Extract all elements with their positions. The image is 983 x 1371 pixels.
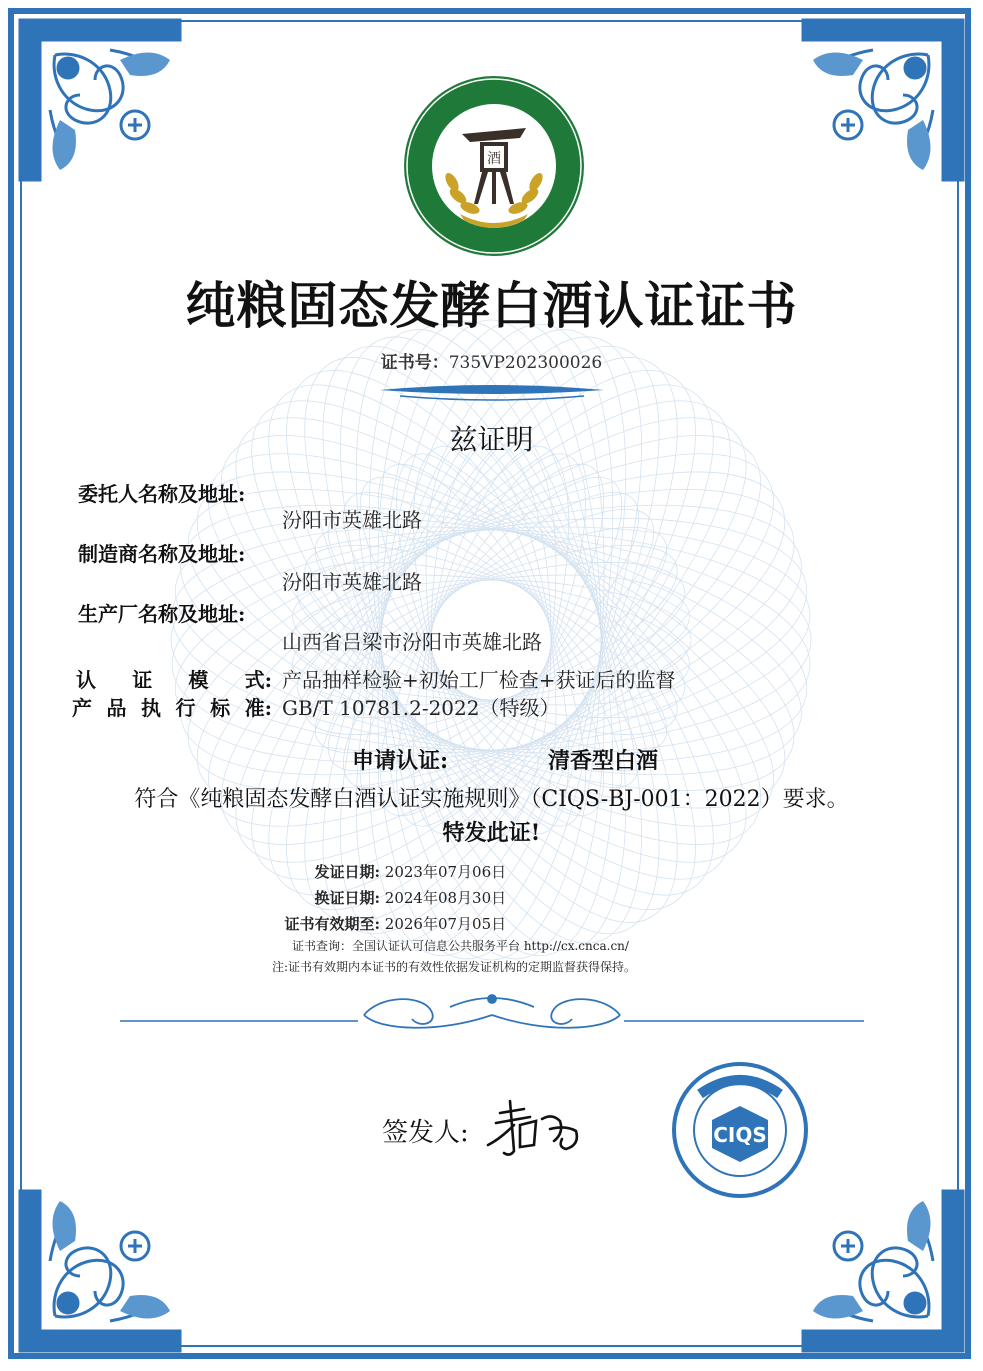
special-issuance-text: 特发此证! <box>442 820 541 846</box>
certificate-number-label: 证书号： <box>380 353 449 373</box>
client-value: 汾阳市英雄北路 <box>282 508 422 532</box>
label-char: 标 <box>210 696 231 720</box>
certification-seal-icon <box>400 72 588 260</box>
product-standard-label <box>72 692 272 721</box>
renew-date-label: 换证日期: <box>314 889 380 907</box>
factory-value: 山西省吕梁市汾阳市英雄北路 <box>282 630 542 654</box>
application-label: 申请认证: <box>352 748 449 774</box>
certification-mode-label <box>76 664 272 693</box>
factory-label: 生产厂名称及地址: <box>78 602 246 626</box>
valid-until-label: 证书有效期至: <box>284 915 380 933</box>
label-char: 准: <box>244 696 272 720</box>
label-char: 模 <box>188 668 209 692</box>
query-note: 证书查询：全国认证认可信息公共服务平台 http://cx.cnca.cn/ <box>292 939 629 953</box>
valid-until-value: 2026年07月05日 <box>384 915 507 933</box>
certificate-number <box>0 348 983 373</box>
corner-ornament-icon <box>793 10 973 190</box>
label-char: 证 <box>132 668 153 692</box>
hereby-certify-heading: 兹证明 <box>449 423 534 456</box>
label-char: 行 <box>175 696 196 720</box>
client-label: 委托人名称及地址: <box>78 482 246 506</box>
issue-date-value: 2023年07月06日 <box>384 863 507 881</box>
valid-until-row <box>268 913 506 934</box>
corner-ornament-icon <box>10 10 190 190</box>
ornamental-divider-icon <box>120 985 864 1045</box>
validity-remark: 注:证书有效期内本证书的有效性依据发证机构的定期监督获得保持。 <box>272 960 637 974</box>
decorative-divider-icon <box>370 378 614 402</box>
ciqs-seal-icon <box>670 1060 810 1200</box>
label-char: 品 <box>106 696 127 720</box>
corner-ornament-icon <box>793 1181 973 1361</box>
manufacturer-value: 汾阳市英雄北路 <box>282 570 422 594</box>
certification-mode-value: 产品抽样检验+初始工厂检查+获证后的监督 <box>282 668 676 692</box>
label-char: 产 <box>72 696 92 720</box>
application-value: 清香型白酒 <box>548 748 659 774</box>
signer-label: 签发人: <box>382 1118 469 1148</box>
application-row <box>0 744 983 776</box>
label-char: 执 <box>141 696 162 720</box>
issue-date-label: 发证日期: <box>314 863 380 881</box>
conformity-statement: 符合《纯粮固态发酵白酒认证实施规则》（CIQS-BJ-001：2022）要求。 <box>134 787 849 812</box>
svg-text:酒: 酒 <box>487 151 501 167</box>
label-char: 认 <box>76 668 96 692</box>
label-char: 式: <box>244 668 272 692</box>
corner-ornament-icon <box>10 1181 190 1361</box>
renew-date-value: 2024年08月30日 <box>384 889 507 907</box>
svg-text:CIQS: CIQS <box>713 1123 767 1147</box>
manufacturer-label: 制造商名称及地址: <box>78 542 246 566</box>
product-standard-value: GB/T 10781.2-2022（特级） <box>282 696 560 720</box>
renew-date-row <box>268 887 506 908</box>
handwritten-signature-icon <box>480 1095 590 1165</box>
certificate-number-value: 735VP202300026 <box>448 353 603 373</box>
certificate-title: 纯粮固态发酵白酒认证证书 <box>185 277 798 335</box>
issue-date-row <box>268 861 506 882</box>
